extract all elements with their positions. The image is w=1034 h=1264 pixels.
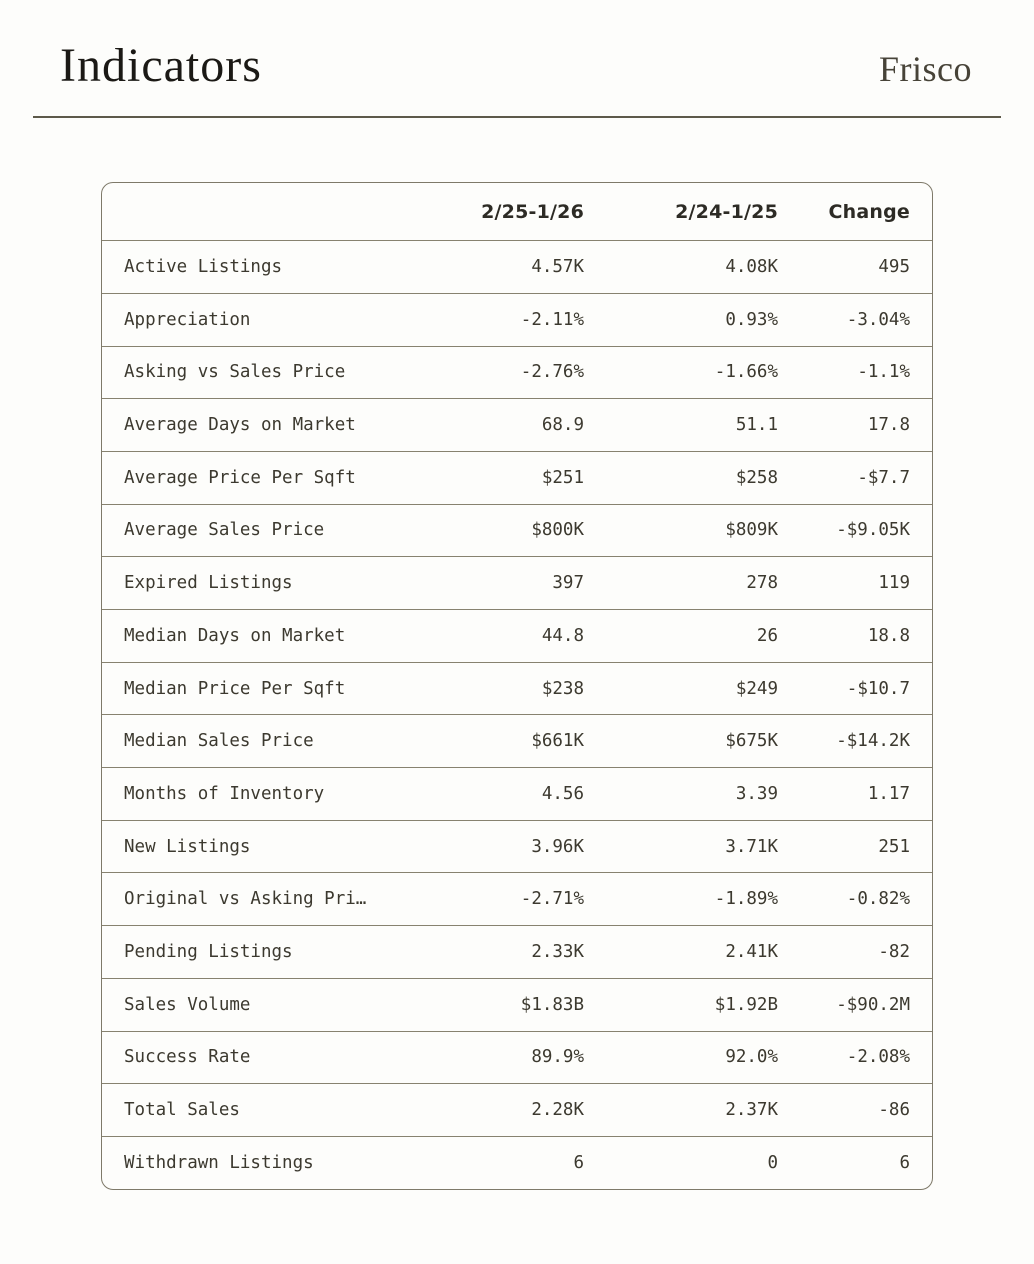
row-label: Sales Volume — [124, 994, 251, 1015]
column-header-change: Change — [828, 200, 910, 223]
row-change-value: -$7.7 — [857, 467, 910, 488]
row-label: Pending Listings — [124, 941, 293, 962]
row-label: Active Listings — [124, 257, 283, 278]
page-header — [0, 0, 1034, 93]
row-current-value: $238 — [541, 678, 584, 699]
row-previous-value: 3.71K — [725, 836, 778, 857]
row-label: Median Sales Price — [124, 731, 314, 752]
row-previous-value: 278 — [746, 573, 778, 594]
row-change-value: -$90.2M — [836, 994, 910, 1015]
row-label: Appreciation — [124, 309, 251, 330]
row-label: Success Rate — [124, 1047, 251, 1068]
row-previous-value: 0 — [767, 1152, 778, 1173]
row-label: Average Sales Price — [124, 520, 325, 541]
row-label: New Listings — [124, 836, 251, 857]
row-label: Average Price Per Sqft — [124, 467, 356, 488]
table-row — [102, 346, 932, 399]
row-current-value: 44.8 — [541, 625, 584, 646]
row-change-value: -$9.05K — [836, 520, 910, 541]
row-change-value: -3.04% — [846, 309, 910, 330]
row-previous-value: 4.08K — [725, 257, 778, 278]
row-current-value: -2.76% — [520, 362, 584, 383]
row-previous-value: 3.39 — [735, 783, 778, 804]
row-change-value: -2.08% — [846, 1047, 910, 1068]
row-previous-value: -1.89% — [714, 889, 778, 910]
row-label: Asking vs Sales Price — [124, 362, 346, 383]
table-row — [102, 820, 932, 873]
row-previous-value: 92.0% — [725, 1047, 778, 1068]
table-row — [102, 872, 932, 925]
row-current-value: $1.83B — [520, 994, 584, 1015]
row-change-value: 6 — [899, 1152, 910, 1173]
row-current-value: 2.33K — [531, 941, 584, 962]
row-change-value: -86 — [878, 1100, 910, 1121]
row-previous-value: $1.92B — [714, 994, 778, 1015]
row-previous-value: 2.37K — [725, 1100, 778, 1121]
row-previous-value: 26 — [756, 625, 778, 646]
row-change-value: -82 — [878, 941, 910, 962]
row-previous-value: $249 — [735, 678, 778, 699]
row-label: Median Price Per Sqft — [124, 678, 346, 699]
row-current-value: -2.11% — [520, 309, 584, 330]
row-previous-value: $809K — [725, 520, 778, 541]
row-current-value: 3.96K — [531, 836, 584, 857]
row-previous-value: 0.93% — [725, 309, 778, 330]
row-current-value: 89.9% — [531, 1047, 584, 1068]
row-label: Withdrawn Listings — [124, 1152, 314, 1173]
table-header-row — [102, 183, 932, 240]
row-change-value: 251 — [878, 836, 910, 857]
row-previous-value: 2.41K — [725, 941, 778, 962]
row-current-value: -2.71% — [520, 889, 584, 910]
region-label: Frisco — [879, 49, 972, 89]
row-change-value: 495 — [878, 257, 910, 278]
row-label: Original vs Asking Pri… — [124, 889, 367, 910]
indicators-table — [101, 182, 933, 1189]
column-header-current-period: 2/25-1/26 — [481, 200, 584, 223]
table-row — [102, 1031, 932, 1084]
row-label: Average Days on Market — [124, 415, 356, 436]
table-row — [102, 925, 932, 978]
row-current-value: 68.9 — [541, 415, 584, 436]
row-change-value: 1.17 — [867, 783, 910, 804]
table-row — [102, 1083, 932, 1136]
row-change-value: -0.82% — [846, 889, 910, 910]
row-change-value: -$10.7 — [846, 678, 910, 699]
row-label: Months of Inventory — [124, 783, 325, 804]
table-row — [102, 609, 932, 662]
row-label: Median Days on Market — [124, 625, 346, 646]
table-row — [102, 714, 932, 767]
row-previous-value: 51.1 — [735, 415, 778, 436]
table-row — [102, 662, 932, 715]
header-divider — [33, 116, 1001, 118]
table-row — [102, 293, 932, 346]
table-row — [102, 240, 932, 293]
row-label: Total Sales — [124, 1100, 240, 1121]
row-current-value: 397 — [552, 573, 584, 594]
row-current-value: 6 — [573, 1152, 584, 1173]
table-body — [102, 240, 932, 1188]
row-change-value: 17.8 — [867, 415, 910, 436]
table-row — [102, 556, 932, 609]
row-label: Expired Listings — [124, 573, 293, 594]
row-current-value: 4.57K — [531, 257, 584, 278]
row-current-value: $251 — [541, 467, 584, 488]
row-previous-value: -1.66% — [714, 362, 778, 383]
table-row — [102, 398, 932, 451]
table-row — [102, 767, 932, 820]
column-header-previous-period: 2/24-1/25 — [675, 200, 778, 223]
row-previous-value: $258 — [735, 467, 778, 488]
row-change-value: 18.8 — [867, 625, 910, 646]
row-previous-value: $675K — [725, 731, 778, 752]
row-change-value: 119 — [878, 573, 910, 594]
row-current-value: $661K — [531, 731, 584, 752]
table-row — [102, 504, 932, 557]
table-row — [102, 1136, 932, 1189]
row-change-value: -1.1% — [857, 362, 910, 383]
table-row — [102, 451, 932, 504]
table-row — [102, 978, 932, 1031]
row-change-value: -$14.2K — [836, 731, 910, 752]
row-current-value: $800K — [531, 520, 584, 541]
row-current-value: 2.28K — [531, 1100, 584, 1121]
page-title: Indicators — [60, 39, 262, 92]
row-current-value: 4.56 — [541, 783, 584, 804]
